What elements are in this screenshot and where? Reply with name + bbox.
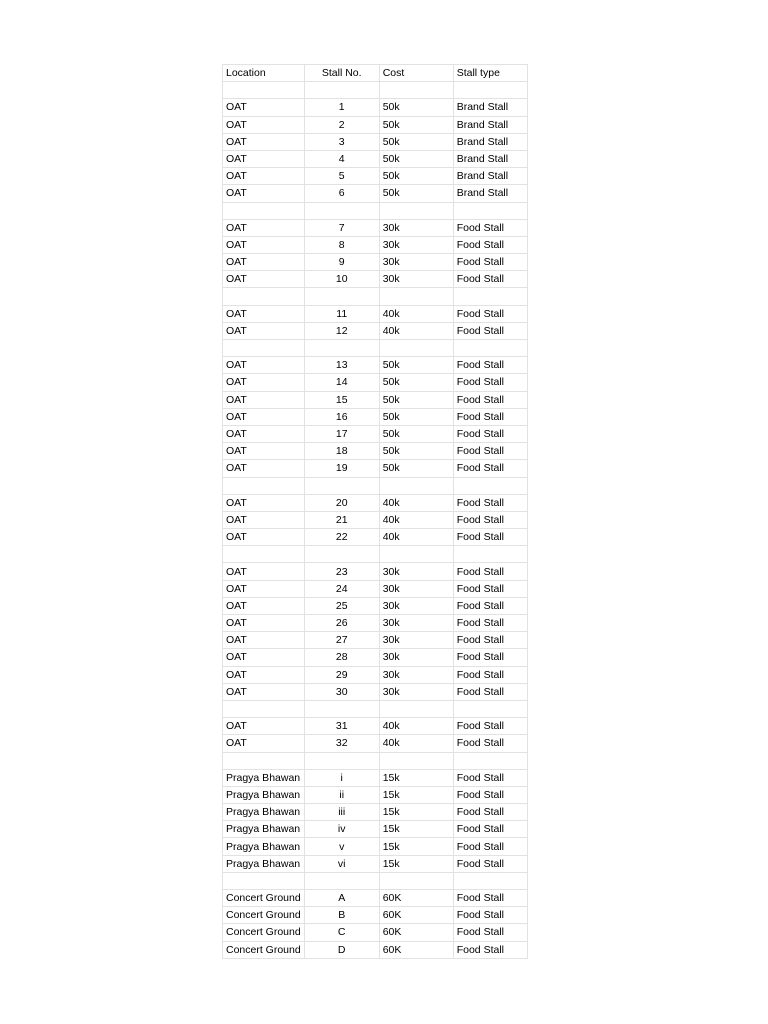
stall-type-cell: Food Stall bbox=[453, 924, 527, 941]
stall-no-cell: i bbox=[304, 769, 379, 786]
stall-type-cell: Brand Stall bbox=[453, 99, 527, 116]
cost-cell: 15k bbox=[379, 804, 453, 821]
table-row bbox=[223, 786, 528, 803]
table-row bbox=[223, 133, 528, 150]
cost-cell: 50k bbox=[379, 185, 453, 202]
stall-type-cell bbox=[453, 340, 527, 357]
header-location: Location bbox=[223, 65, 305, 82]
location-cell: OAT bbox=[223, 649, 305, 666]
stall-type-cell: Food Stall bbox=[453, 786, 527, 803]
cost-cell: 40k bbox=[379, 322, 453, 339]
stall-no-cell: 13 bbox=[304, 357, 379, 374]
stall-type-cell bbox=[453, 82, 527, 99]
stall-no-cell: 11 bbox=[304, 305, 379, 322]
cost-cell: 40k bbox=[379, 718, 453, 735]
stall-type-cell: Brand Stall bbox=[453, 168, 527, 185]
stall-type-cell: Food Stall bbox=[453, 941, 527, 958]
stall-type-cell: Food Stall bbox=[453, 391, 527, 408]
cost-cell bbox=[379, 202, 453, 219]
table-row bbox=[223, 838, 528, 855]
table-row bbox=[223, 443, 528, 460]
cost-cell bbox=[379, 340, 453, 357]
stall-no-cell bbox=[304, 546, 379, 563]
stall-no-cell: 24 bbox=[304, 580, 379, 597]
stall-no-cell: 9 bbox=[304, 254, 379, 271]
location-cell: OAT bbox=[223, 718, 305, 735]
stall-type-cell: Food Stall bbox=[453, 271, 527, 288]
stall-no-cell: 18 bbox=[304, 443, 379, 460]
stall-no-cell: 32 bbox=[304, 735, 379, 752]
cost-cell bbox=[379, 700, 453, 717]
location-cell: Concert Ground bbox=[223, 941, 305, 958]
table-row bbox=[223, 357, 528, 374]
cost-cell: 50k bbox=[379, 374, 453, 391]
cost-cell: 30k bbox=[379, 580, 453, 597]
stall-type-cell: Food Stall bbox=[453, 769, 527, 786]
stall-type-cell: Food Stall bbox=[453, 219, 527, 236]
cost-cell bbox=[379, 752, 453, 769]
stall-no-cell: 12 bbox=[304, 322, 379, 339]
table-row bbox=[223, 150, 528, 167]
table-row bbox=[223, 666, 528, 683]
table-row bbox=[223, 683, 528, 700]
stall-no-cell: 14 bbox=[304, 374, 379, 391]
stall-type-cell bbox=[453, 546, 527, 563]
table-row bbox=[223, 99, 528, 116]
cost-cell: 15k bbox=[379, 821, 453, 838]
table-row bbox=[223, 546, 528, 563]
table-row bbox=[223, 340, 528, 357]
location-cell: OAT bbox=[223, 254, 305, 271]
table-row bbox=[223, 460, 528, 477]
stall-no-cell: 4 bbox=[304, 150, 379, 167]
location-cell: OAT bbox=[223, 236, 305, 253]
stall-type-cell: Food Stall bbox=[453, 357, 527, 374]
table-row bbox=[223, 236, 528, 253]
table-row bbox=[223, 941, 528, 958]
table-row bbox=[223, 924, 528, 941]
stall-type-cell: Food Stall bbox=[453, 597, 527, 614]
location-cell: OAT bbox=[223, 408, 305, 425]
stall-no-cell: v bbox=[304, 838, 379, 855]
table-row bbox=[223, 288, 528, 305]
location-cell: OAT bbox=[223, 597, 305, 614]
cost-cell: 15k bbox=[379, 855, 453, 872]
stall-type-cell: Brand Stall bbox=[453, 185, 527, 202]
header-stall-type: Stall type bbox=[453, 65, 527, 82]
location-cell: OAT bbox=[223, 185, 305, 202]
table-row bbox=[223, 529, 528, 546]
location-cell: OAT bbox=[223, 666, 305, 683]
stall-no-cell: A bbox=[304, 890, 379, 907]
table-row bbox=[223, 718, 528, 735]
stall-type-cell: Food Stall bbox=[453, 838, 527, 855]
cost-cell bbox=[379, 546, 453, 563]
location-cell: OAT bbox=[223, 580, 305, 597]
location-cell: OAT bbox=[223, 168, 305, 185]
cost-cell: 30k bbox=[379, 597, 453, 614]
table-row bbox=[223, 408, 528, 425]
cost-cell: 50k bbox=[379, 425, 453, 442]
stall-type-cell: Food Stall bbox=[453, 821, 527, 838]
stall-no-cell bbox=[304, 752, 379, 769]
stall-type-cell: Food Stall bbox=[453, 408, 527, 425]
stall-type-cell bbox=[453, 288, 527, 305]
stall-type-cell: Food Stall bbox=[453, 236, 527, 253]
stall-no-cell: 25 bbox=[304, 597, 379, 614]
stall-type-cell: Food Stall bbox=[453, 529, 527, 546]
stall-type-cell: Food Stall bbox=[453, 563, 527, 580]
location-cell: OAT bbox=[223, 511, 305, 528]
cost-cell: 60K bbox=[379, 924, 453, 941]
table-row bbox=[223, 185, 528, 202]
location-cell: OAT bbox=[223, 150, 305, 167]
stall-type-cell bbox=[453, 752, 527, 769]
table-row bbox=[223, 254, 528, 271]
stall-type-cell: Brand Stall bbox=[453, 116, 527, 133]
table-row bbox=[223, 322, 528, 339]
stall-no-cell: D bbox=[304, 941, 379, 958]
location-cell: OAT bbox=[223, 391, 305, 408]
table-row bbox=[223, 511, 528, 528]
cost-cell: 30k bbox=[379, 649, 453, 666]
stall-type-cell: Food Stall bbox=[453, 511, 527, 528]
stall-no-cell: 29 bbox=[304, 666, 379, 683]
cost-cell: 30k bbox=[379, 683, 453, 700]
stall-no-cell: 6 bbox=[304, 185, 379, 202]
location-cell: OAT bbox=[223, 133, 305, 150]
location-cell: Pragya Bhawan bbox=[223, 804, 305, 821]
cost-cell: 50k bbox=[379, 408, 453, 425]
cost-cell: 40k bbox=[379, 305, 453, 322]
stall-type-cell: Food Stall bbox=[453, 632, 527, 649]
cost-cell bbox=[379, 477, 453, 494]
cost-cell: 60K bbox=[379, 890, 453, 907]
table-row bbox=[223, 649, 528, 666]
cost-cell: 40k bbox=[379, 735, 453, 752]
location-cell: Pragya Bhawan bbox=[223, 838, 305, 855]
stall-no-cell: 2 bbox=[304, 116, 379, 133]
table-row bbox=[223, 271, 528, 288]
location-cell bbox=[223, 752, 305, 769]
stall-no-cell: 27 bbox=[304, 632, 379, 649]
stall-no-cell: 7 bbox=[304, 219, 379, 236]
stall-no-cell: 20 bbox=[304, 494, 379, 511]
cost-cell: 50k bbox=[379, 357, 453, 374]
cost-cell: 50k bbox=[379, 150, 453, 167]
cost-cell: 30k bbox=[379, 563, 453, 580]
location-cell bbox=[223, 340, 305, 357]
location-cell bbox=[223, 82, 305, 99]
stall-no-cell: 28 bbox=[304, 649, 379, 666]
stall-no-cell bbox=[304, 700, 379, 717]
stall-type-cell bbox=[453, 202, 527, 219]
stall-no-cell: vi bbox=[304, 855, 379, 872]
cost-cell: 30k bbox=[379, 219, 453, 236]
table-row bbox=[223, 563, 528, 580]
stall-no-cell: 16 bbox=[304, 408, 379, 425]
stall-no-cell: C bbox=[304, 924, 379, 941]
stall-no-cell bbox=[304, 477, 379, 494]
stall-type-cell: Brand Stall bbox=[453, 150, 527, 167]
stall-no-cell: iii bbox=[304, 804, 379, 821]
location-cell: Pragya Bhawan bbox=[223, 769, 305, 786]
location-cell: Concert Ground bbox=[223, 890, 305, 907]
stall-type-cell: Food Stall bbox=[453, 425, 527, 442]
location-cell: OAT bbox=[223, 425, 305, 442]
stall-type-cell: Food Stall bbox=[453, 855, 527, 872]
cost-cell: 30k bbox=[379, 632, 453, 649]
stall-no-cell bbox=[304, 340, 379, 357]
header-row bbox=[223, 65, 528, 82]
table-row bbox=[223, 219, 528, 236]
stall-no-cell: 31 bbox=[304, 718, 379, 735]
table-row bbox=[223, 116, 528, 133]
location-cell: OAT bbox=[223, 99, 305, 116]
location-cell: OAT bbox=[223, 357, 305, 374]
location-cell bbox=[223, 700, 305, 717]
stall-type-cell: Food Stall bbox=[453, 666, 527, 683]
table-row bbox=[223, 890, 528, 907]
stall-no-cell bbox=[304, 288, 379, 305]
table-row bbox=[223, 597, 528, 614]
stall-type-cell: Food Stall bbox=[453, 580, 527, 597]
table-row bbox=[223, 821, 528, 838]
location-cell: OAT bbox=[223, 529, 305, 546]
table-row bbox=[223, 494, 528, 511]
table-body bbox=[223, 82, 528, 959]
cost-cell bbox=[379, 288, 453, 305]
stall-no-cell: 23 bbox=[304, 563, 379, 580]
cost-cell: 15k bbox=[379, 786, 453, 803]
stall-type-cell: Food Stall bbox=[453, 804, 527, 821]
location-cell: OAT bbox=[223, 615, 305, 632]
stall-no-cell: 1 bbox=[304, 99, 379, 116]
stall-no-cell: 5 bbox=[304, 168, 379, 185]
location-cell bbox=[223, 202, 305, 219]
location-cell bbox=[223, 872, 305, 889]
stall-no-cell: 19 bbox=[304, 460, 379, 477]
stall-no-cell: 10 bbox=[304, 271, 379, 288]
stall-type-cell bbox=[453, 700, 527, 717]
stall-table bbox=[222, 64, 528, 959]
stall-type-cell: Food Stall bbox=[453, 718, 527, 735]
stall-type-cell: Food Stall bbox=[453, 683, 527, 700]
location-cell: OAT bbox=[223, 374, 305, 391]
table-row bbox=[223, 804, 528, 821]
cost-cell: 30k bbox=[379, 254, 453, 271]
stall-type-cell: Food Stall bbox=[453, 322, 527, 339]
stall-type-cell: Food Stall bbox=[453, 494, 527, 511]
location-cell: Concert Ground bbox=[223, 924, 305, 941]
stall-no-cell: 21 bbox=[304, 511, 379, 528]
table-row bbox=[223, 735, 528, 752]
location-cell: OAT bbox=[223, 219, 305, 236]
stall-type-cell bbox=[453, 477, 527, 494]
location-cell: OAT bbox=[223, 322, 305, 339]
table-row bbox=[223, 615, 528, 632]
table-row bbox=[223, 391, 528, 408]
location-cell: OAT bbox=[223, 460, 305, 477]
location-cell: OAT bbox=[223, 116, 305, 133]
location-cell: OAT bbox=[223, 563, 305, 580]
location-cell: OAT bbox=[223, 443, 305, 460]
table-row bbox=[223, 700, 528, 717]
location-cell: OAT bbox=[223, 735, 305, 752]
table-row bbox=[223, 769, 528, 786]
location-cell: OAT bbox=[223, 494, 305, 511]
table-row bbox=[223, 374, 528, 391]
stall-no-cell: ii bbox=[304, 786, 379, 803]
table-row bbox=[223, 907, 528, 924]
cost-cell: 50k bbox=[379, 116, 453, 133]
stall-type-cell: Food Stall bbox=[453, 615, 527, 632]
stall-no-cell bbox=[304, 82, 379, 99]
cost-cell: 30k bbox=[379, 615, 453, 632]
table-row bbox=[223, 752, 528, 769]
cost-cell bbox=[379, 82, 453, 99]
stall-no-cell: 22 bbox=[304, 529, 379, 546]
location-cell: Pragya Bhawan bbox=[223, 855, 305, 872]
stall-type-cell: Food Stall bbox=[453, 649, 527, 666]
stall-no-cell bbox=[304, 202, 379, 219]
stall-type-cell: Food Stall bbox=[453, 890, 527, 907]
header-stall-no: Stall No. bbox=[304, 65, 379, 82]
table-row bbox=[223, 872, 528, 889]
cost-cell: 30k bbox=[379, 666, 453, 683]
stall-type-cell: Food Stall bbox=[453, 443, 527, 460]
location-cell bbox=[223, 546, 305, 563]
stall-no-cell: iv bbox=[304, 821, 379, 838]
table-row bbox=[223, 580, 528, 597]
stall-no-cell: 26 bbox=[304, 615, 379, 632]
stall-no-cell: 3 bbox=[304, 133, 379, 150]
table-row bbox=[223, 305, 528, 322]
cost-cell: 15k bbox=[379, 838, 453, 855]
stall-type-cell: Food Stall bbox=[453, 907, 527, 924]
table-row bbox=[223, 855, 528, 872]
table-row bbox=[223, 82, 528, 99]
table-row bbox=[223, 168, 528, 185]
cost-cell: 40k bbox=[379, 511, 453, 528]
cost-cell: 30k bbox=[379, 236, 453, 253]
table-row bbox=[223, 632, 528, 649]
cost-cell: 60K bbox=[379, 907, 453, 924]
location-cell: OAT bbox=[223, 632, 305, 649]
location-cell bbox=[223, 477, 305, 494]
cost-cell: 50k bbox=[379, 391, 453, 408]
stall-type-cell: Food Stall bbox=[453, 735, 527, 752]
stall-no-cell: B bbox=[304, 907, 379, 924]
cost-cell: 15k bbox=[379, 769, 453, 786]
table-row bbox=[223, 425, 528, 442]
cost-cell: 50k bbox=[379, 443, 453, 460]
stall-type-cell: Brand Stall bbox=[453, 133, 527, 150]
header-cost: Cost bbox=[379, 65, 453, 82]
stall-type-cell: Food Stall bbox=[453, 254, 527, 271]
location-cell: OAT bbox=[223, 305, 305, 322]
stall-type-cell: Food Stall bbox=[453, 460, 527, 477]
stall-no-cell: 17 bbox=[304, 425, 379, 442]
stall-type-cell bbox=[453, 872, 527, 889]
cost-cell bbox=[379, 872, 453, 889]
cost-cell: 50k bbox=[379, 168, 453, 185]
cost-cell: 40k bbox=[379, 494, 453, 511]
cost-cell: 50k bbox=[379, 99, 453, 116]
cost-cell: 50k bbox=[379, 460, 453, 477]
stall-no-cell: 30 bbox=[304, 683, 379, 700]
location-cell: OAT bbox=[223, 271, 305, 288]
table-row bbox=[223, 202, 528, 219]
cost-cell: 30k bbox=[379, 271, 453, 288]
stall-type-cell: Food Stall bbox=[453, 374, 527, 391]
stall-no-cell: 8 bbox=[304, 236, 379, 253]
stall-no-cell: 15 bbox=[304, 391, 379, 408]
stall-no-cell bbox=[304, 872, 379, 889]
location-cell bbox=[223, 288, 305, 305]
stall-type-cell: Food Stall bbox=[453, 305, 527, 322]
table-row bbox=[223, 477, 528, 494]
location-cell: OAT bbox=[223, 683, 305, 700]
cost-cell: 50k bbox=[379, 133, 453, 150]
location-cell: Pragya Bhawan bbox=[223, 786, 305, 803]
cost-cell: 40k bbox=[379, 529, 453, 546]
location-cell: Pragya Bhawan bbox=[223, 821, 305, 838]
location-cell: Concert Ground bbox=[223, 907, 305, 924]
cost-cell: 60K bbox=[379, 941, 453, 958]
